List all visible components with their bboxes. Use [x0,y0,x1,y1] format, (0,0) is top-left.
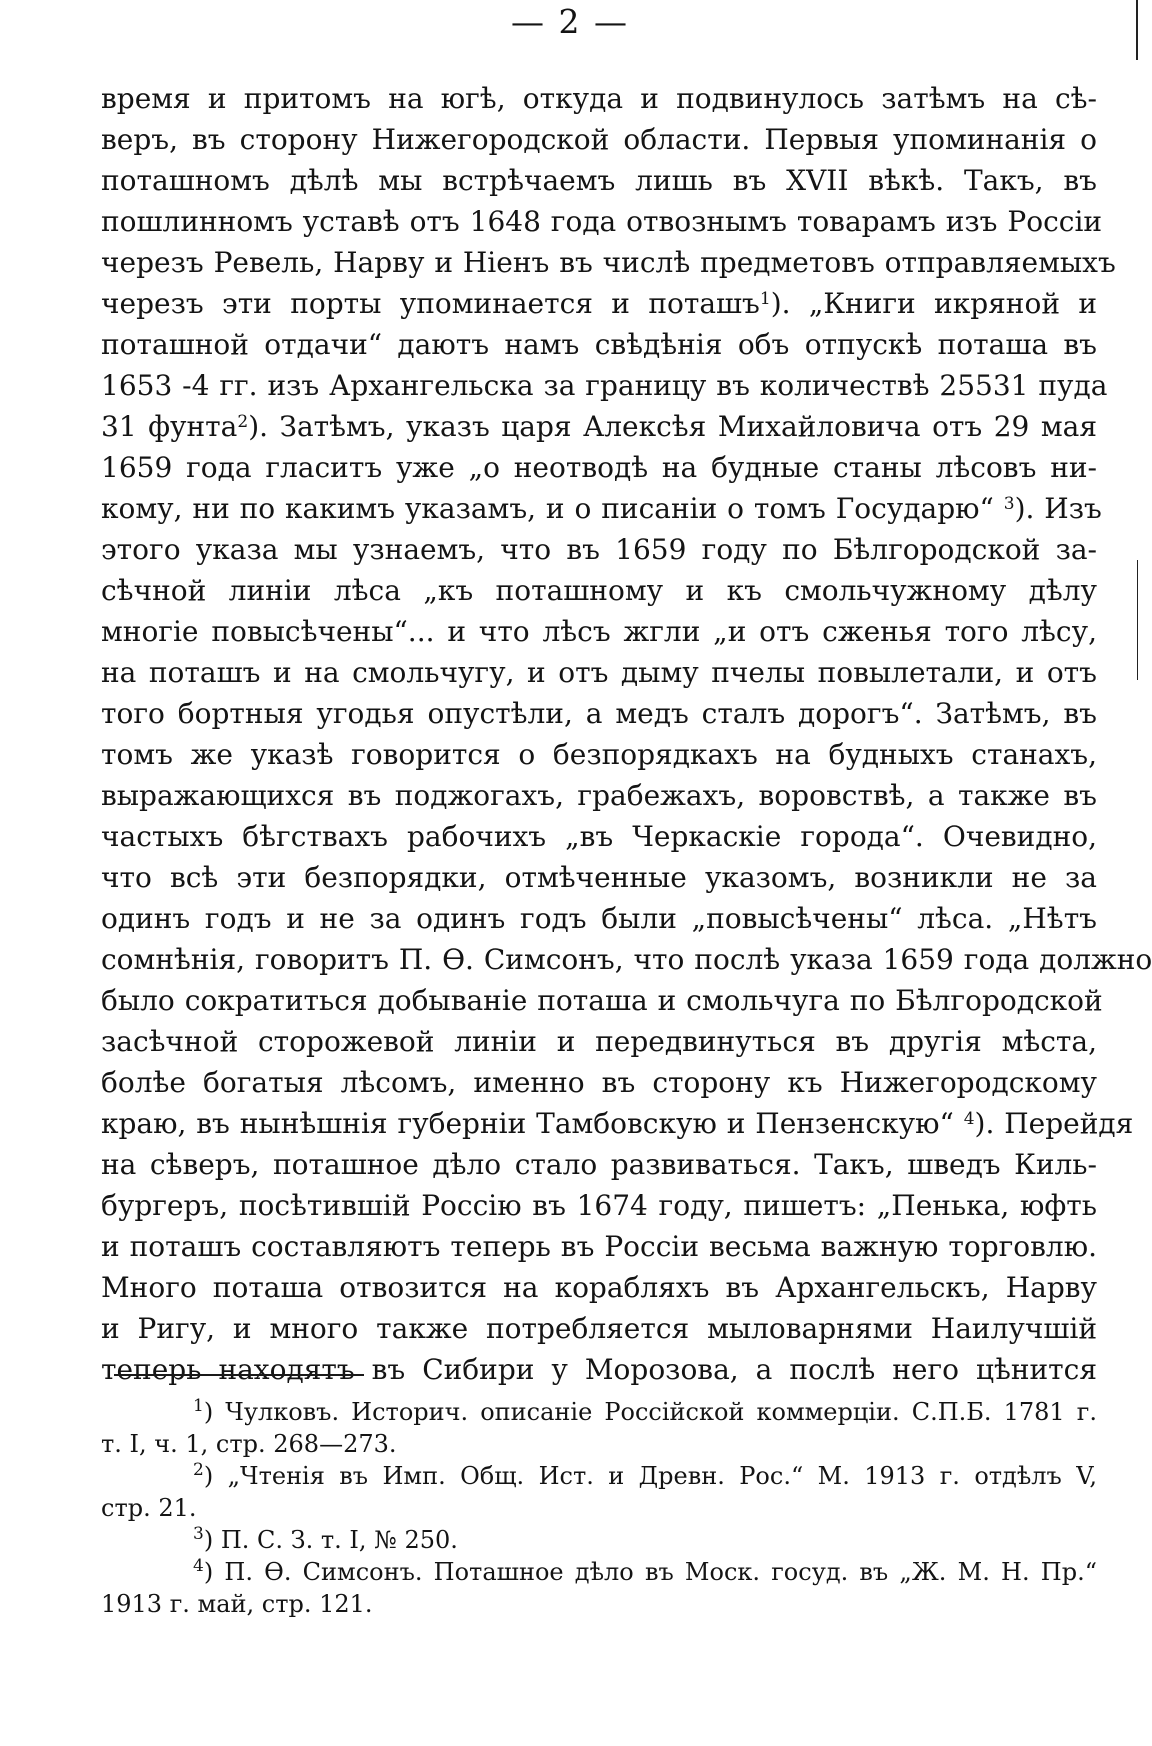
text-line [101,488,1102,529]
footnotes [101,1396,1097,1620]
footnote-mark: 1 [193,1396,204,1416]
text-line: одинъ годъ и не за одинъ годъ были „повысѣчены“ лѣса. „Нѣтъ [101,902,1097,935]
footnote-mark: 4 [193,1556,204,1576]
footnote-text: ) Чулковъ. Историч. описаніе Россійской коммерціи. С.П.Б. 1781 г. [203,1398,1097,1426]
footnote-1-cont: т. I, ч. 1, стр. 268—273. [101,1430,397,1458]
scan-edge-mark [1137,560,1138,680]
text-segment: черезъ эти порты упоминается и поташъ [101,287,760,320]
footnote-text: ) П. С. З. т. I, № 250. [203,1526,458,1554]
text-line: выражающихся въ поджогахъ, грабежахъ, воровствѣ, а также въ [101,779,1097,812]
text-line: 1653 -4 гг. изъ Архангельска за границу въ количествѣ 25531 пуда [101,369,1108,402]
scan-edge-mark [1136,0,1138,60]
text-line: частыхъ бѣгствахъ рабочихъ „въ Черкаскіе города“. Очевидно, [101,820,1097,853]
text-line: многіе повысѣчены“... и что лѣсъ жгли „и отъ сженья того лѣсу, [101,615,1097,648]
footnote-ref-4[interactable]: 4 [963,1109,975,1129]
text-line: что всѣ эти безпорядки, отмѣченные указомъ, возникли не за [101,861,1097,894]
text-line [101,406,1097,447]
text-line: веръ, въ сторону Нижегородской области. Первыя упоминанія о [101,123,1097,156]
footnote-ref-1[interactable]: 1 [759,289,771,309]
text-segment: ). Затѣмъ, указъ царя Алексѣя Михайловича отъ 29 мая [248,410,1097,443]
text-line: и Ригу, и много также потребляется мыловарнями Наилучшій [101,1312,1097,1345]
text-line: Много поташа отвозится на корабляхъ въ Архангельскъ, Нарву [101,1271,1097,1304]
footnote-text: ) „Чтенія въ Имп. Общ. Ист. и Древн. Рос.“ М. 1913 г. отдѣлъ V, [203,1462,1097,1490]
footnote-4 [101,1556,1097,1588]
text-line: засѣчной сторожевой линіи и передвинуться въ другія мѣста, [101,1025,1097,1058]
text-segment: ). Перейдя [974,1107,1134,1140]
text-line: бургеръ, посѣтившій Россію въ 1674 году, пишетъ: „Пенька, юфть [101,1189,1097,1222]
footnote-3 [101,1524,1097,1556]
footnote-2 [101,1460,1097,1492]
text-line: было сократиться добываніе поташа и смольчуга по Бѣлгородской [101,984,1103,1017]
text-line: и поташъ составляютъ теперь въ Россіи весьма важную торговлю. [101,1230,1097,1263]
text-line: поташномъ дѣлѣ мы встрѣчаемъ лишь въ XVII вѣкѣ. Такъ, въ [101,164,1097,197]
text-segment: ). Изъ [1014,492,1102,525]
text-line: 1659 года гласитъ уже „о неотводѣ на будные станы лѣсовъ ни- [101,451,1097,484]
footnote-ref-3[interactable]: 3 [1003,494,1015,514]
text-line: этого указа мы узнаемъ, что въ 1659 году по Бѣлгородской за- [101,533,1097,566]
text-segment: краю, въ нынѣшнія губерніи Тамбовскую и Пензенскую“ [101,1107,954,1140]
footnote-2-cont: стр. 21. [101,1494,197,1522]
text-line: пошлинномъ уставѣ отъ 1648 года отвознымъ товарамъ изъ Россіи [101,205,1103,238]
text-line: на сѣверъ, поташное дѣло стало развиваться. Такъ, шведъ Киль- [101,1148,1097,1181]
footnote-divider [114,1374,364,1376]
footnote-4-cont: 1913 г. май, стр. 121. [101,1590,373,1618]
body-text [101,78,1152,1390]
page-number: — 2 — [511,2,629,41]
text-line: сѣчной линіи лѣса „къ поташному и къ смольчужному дѣлу [101,574,1097,607]
text-segment: 31 фунта [101,410,238,443]
text-line [101,283,1097,324]
footnote-mark: 2 [193,1460,204,1480]
text-line: того бортныя угодья опустѣли, а медъ сталъ дорогъ“. Затѣмъ, въ [101,697,1097,730]
text-line [101,1103,1134,1144]
text-line: поташной отдачи“ даютъ намъ свѣдѣнія объ отпускѣ поташа въ [101,328,1097,361]
text-line: черезъ Ревель, Нарву и Ніенъ въ числѣ предметовъ отправляемыхъ [101,246,1116,279]
text-line: томъ же указѣ говорится о безпорядкахъ на будныхъ станахъ, [101,738,1097,771]
text-line: сомнѣнія, говоритъ П. Ѳ. Симсонъ, что послѣ указа 1659 года должно [101,943,1152,976]
text-line: на поташъ и на смольчугу, и отъ дыму пчелы повылетали, и отъ [101,656,1097,689]
text-line: теперь находятъ въ Сибири у Морозова, а послѣ него цѣнится [101,1353,1097,1386]
footnote-1 [101,1396,1097,1428]
footnote-text: ) П. Ѳ. Симсонъ. Поташное дѣло въ Моск. госуд. въ „Ж. М. Н. Пр.“ [203,1558,1097,1586]
text-segment: ). „Книги икряной и [770,287,1098,320]
text-line: болѣе богатыя лѣсомъ, именно въ сторону къ Нижегородскому [101,1066,1097,1099]
text-segment: кому, ни по какимъ указамъ, и о писаніи о томъ Государю“ [101,492,994,525]
text-line: время и притомъ на югѣ, откуда и подвинулось затѣмъ на сѣ- [101,82,1097,115]
footnote-ref-2[interactable]: 2 [237,412,249,432]
footnote-mark: 3 [193,1524,204,1544]
